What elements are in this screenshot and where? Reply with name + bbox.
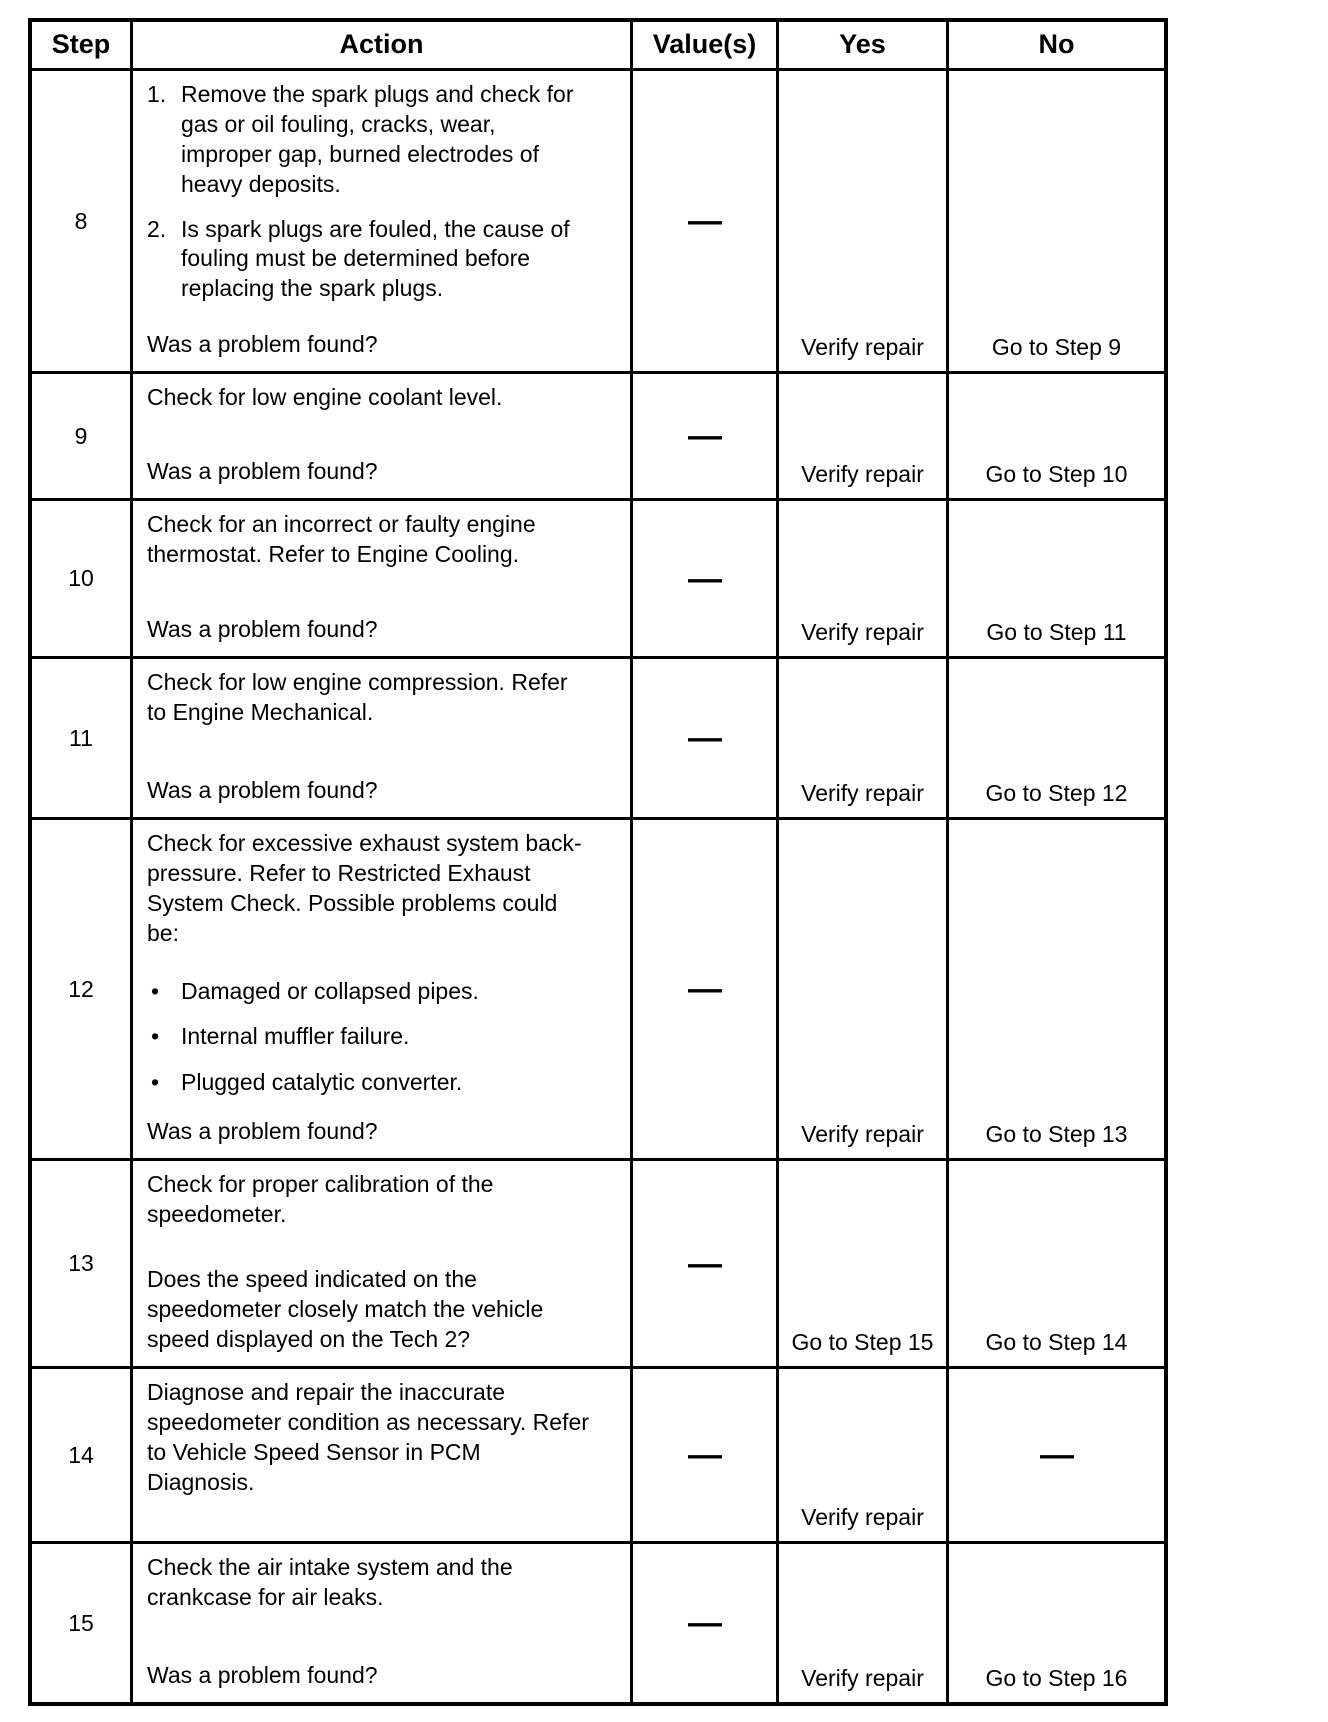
bullet-item [147, 1068, 590, 1098]
item-number: 1. [147, 81, 167, 107]
action-cell [130, 1369, 630, 1541]
yes-cell [776, 1369, 946, 1541]
table-row-step-8 [32, 68, 1164, 371]
action-text: Check for proper calibration of the speedometer. [147, 1171, 494, 1227]
action-cell [130, 659, 630, 817]
yes-text: Verify repair [801, 1121, 924, 1147]
no-text: Go to Step 13 [985, 1121, 1128, 1147]
action-text: Check for low engine compression. Refer to Engine Mechanical. [147, 669, 568, 725]
yes-cell [776, 820, 946, 1158]
values-dash: — [688, 970, 721, 1008]
bullet-text: Plugged catalytic converter. [181, 1069, 463, 1096]
table-row-step-9 [32, 371, 1164, 498]
action-cell [130, 71, 630, 371]
bullet-item [147, 1022, 590, 1052]
values-dash: — [688, 417, 721, 455]
question-text: Was a problem found? [147, 1662, 378, 1689]
values-dash: — [688, 1436, 721, 1474]
no-dash: — [1040, 1436, 1073, 1474]
no-text: Go to Step 12 [985, 780, 1128, 806]
values-cell [630, 374, 776, 498]
values-cell [630, 1161, 776, 1366]
step-number: 8 [74, 207, 88, 234]
bullet-text: Damaged or collapsed pipes. [181, 977, 479, 1004]
step-number: 12 [68, 975, 94, 1002]
bullet-icon: • [151, 1023, 160, 1050]
yes-cell [776, 1161, 946, 1366]
values-dash: — [688, 559, 721, 598]
action-cell [130, 1161, 630, 1366]
table-row-step-10 [32, 498, 1164, 656]
item-text: Remove the spark plugs and check for gas or oil fouling, cracks, wear, improper gap, burned electrodes of heavy deposits. [181, 81, 574, 197]
action-cell [130, 1544, 630, 1702]
yes-cell [776, 501, 946, 656]
header-step: Step [51, 29, 111, 59]
bullet-text: Internal muffler failure. [181, 1023, 410, 1050]
action-cell [130, 820, 630, 1158]
no-text: Go to Step 11 [986, 619, 1127, 645]
action-text: Check the air intake system and the crankcase for air leaks. [147, 1554, 513, 1610]
no-text: Go to Step 9 [991, 334, 1122, 360]
question-text: Was a problem found? [147, 1118, 378, 1145]
yes-text: Verify repair [801, 1665, 924, 1691]
values-dash: — [688, 1604, 721, 1642]
yes-cell [776, 374, 946, 498]
action-cell [130, 374, 630, 498]
action-cell [130, 501, 630, 656]
table-row-step-13 [32, 1158, 1164, 1366]
values-cell [630, 659, 776, 817]
values-dash: — [688, 1244, 721, 1283]
item-text: Is spark plugs are fouled, the cause of fouling must be determined before replacing the spark plugs. [181, 215, 570, 302]
yes-text: Verify repair [801, 461, 924, 487]
values-dash: — [688, 202, 721, 240]
action-text: Check for excessive exhaust system back-pressure. Refer to Restricted Exhaust System Check. Possible problems could be: [147, 830, 582, 946]
values-cell [630, 1544, 776, 1702]
yes-cell [776, 71, 946, 371]
step-number: 10 [68, 565, 94, 591]
no-cell [946, 501, 1164, 656]
step-number: 15 [68, 1609, 94, 1636]
table-row-step-11 [32, 656, 1164, 817]
no-cell [946, 1544, 1164, 1702]
no-cell [946, 1161, 1164, 1366]
values-dash: — [688, 719, 721, 757]
question-text: Was a problem found? [147, 458, 378, 485]
no-text: Go to Step 10 [985, 461, 1128, 487]
action-text: Check for an incorrect or faulty engine thermostat. Refer to Engine Cooling. [147, 511, 536, 567]
question-text: Does the speed indicated on the speedometer closely match the vehicle speed displayed on the Tech 2? [147, 1266, 544, 1353]
header-action: Action [130, 22, 630, 68]
no-cell [946, 1369, 1164, 1541]
yes-text: Go to Step 15 [791, 1329, 934, 1355]
step-number: 13 [68, 1250, 94, 1276]
yes-cell [776, 1544, 946, 1702]
step-number: 14 [68, 1441, 94, 1468]
table-header-row [32, 22, 1164, 68]
values-cell [630, 1369, 776, 1541]
header-no: No [946, 22, 1164, 68]
values-cell [630, 820, 776, 1158]
bullet-icon: • [151, 977, 160, 1004]
no-cell [946, 659, 1164, 817]
no-cell [946, 820, 1164, 1158]
values-cell [630, 71, 776, 371]
yes-text: Verify repair [801, 780, 924, 806]
header-yes: Yes [776, 22, 946, 68]
yes-text: Verify repair [801, 619, 924, 645]
bullet-item [147, 977, 590, 1007]
header-values: Value(s) [630, 22, 776, 68]
no-text: Go to Step 16 [985, 1665, 1128, 1691]
question-text: Was a problem found? [147, 777, 378, 804]
numbered-item [147, 80, 590, 200]
question-text: Was a problem found? [147, 616, 378, 643]
action-text: Diagnose and repair the inaccurate speedometer condition as necessary. Refer to Vehicle Speed Sensor in PCM Diagnosis. [147, 1379, 589, 1495]
table-row-step-15 [32, 1541, 1164, 1702]
diagnostic-table [28, 18, 1168, 1706]
action-text: Check for low engine coolant level. [147, 384, 503, 410]
yes-cell [776, 659, 946, 817]
no-cell [946, 71, 1164, 371]
no-text: Go to Step 14 [985, 1329, 1128, 1355]
bullet-icon: • [151, 1069, 160, 1096]
step-number: 11 [69, 724, 93, 751]
values-cell [630, 501, 776, 656]
yes-text: Verify repair [801, 1504, 924, 1530]
step-number: 9 [74, 422, 88, 449]
table-row-step-14 [32, 1366, 1164, 1541]
question-text: Was a problem found? [147, 331, 378, 358]
no-cell [946, 374, 1164, 498]
yes-text: Verify repair [801, 334, 924, 360]
table-row-step-12 [32, 817, 1164, 1158]
numbered-item [147, 215, 590, 305]
item-number: 2. [147, 215, 167, 242]
